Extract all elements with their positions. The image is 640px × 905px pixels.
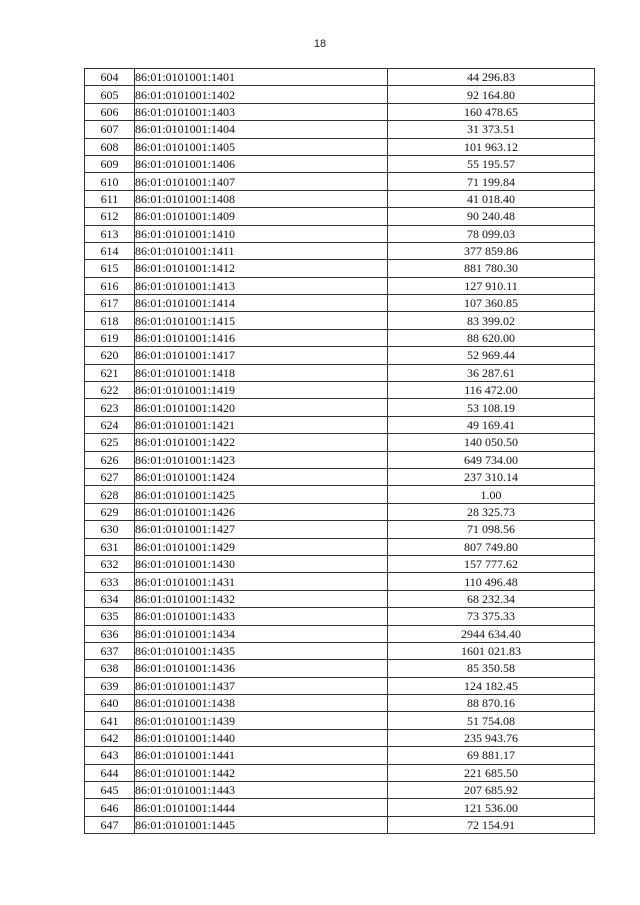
cadastral-number-cell: 86:01:0101001:1440 [135,729,388,746]
row-number-cell: 630 [85,521,135,538]
value-cell: 807 749.80 [388,538,595,555]
row-number-cell: 636 [85,625,135,642]
value-cell: 160 478.65 [388,103,595,120]
table-row [85,782,595,799]
cadastral-number-cell: 86:01:0101001:1426 [135,503,388,520]
row-number-cell: 608 [85,138,135,155]
cadastral-number-cell: 86:01:0101001:1438 [135,695,388,712]
cadastral-number-cell: 86:01:0101001:1404 [135,121,388,138]
value-cell: 36 287.61 [388,364,595,381]
value-cell: 83 399.02 [388,312,595,329]
table-row [85,642,595,659]
value-cell: 124 182.45 [388,677,595,694]
table-row [85,208,595,225]
value-cell: 31 373.51 [388,121,595,138]
table-row [85,86,595,103]
value-cell: 110 496.48 [388,573,595,590]
cadastral-number-cell: 86:01:0101001:1436 [135,660,388,677]
row-number-cell: 638 [85,660,135,677]
value-cell: 221 685.50 [388,764,595,781]
table-row [85,816,595,833]
value-cell: 71 098.56 [388,521,595,538]
row-number-cell: 627 [85,468,135,485]
table-row [85,451,595,468]
row-number-cell: 615 [85,260,135,277]
row-number-cell: 643 [85,747,135,764]
value-cell: 72 154.91 [388,816,595,833]
value-cell: 71 199.84 [388,173,595,190]
cadastral-number-cell: 86:01:0101001:1419 [135,382,388,399]
value-cell: 52 969.44 [388,347,595,364]
cadastral-number-cell: 86:01:0101001:1439 [135,712,388,729]
table-row [85,173,595,190]
cadastral-number-cell: 86:01:0101001:1425 [135,486,388,503]
cadastral-number-cell: 86:01:0101001:1415 [135,312,388,329]
row-number-cell: 619 [85,329,135,346]
row-number-cell: 605 [85,86,135,103]
table-row [85,225,595,242]
value-cell: 92 164.80 [388,86,595,103]
cadastral-number-cell: 86:01:0101001:1422 [135,434,388,451]
table-row [85,242,595,259]
cadastral-number-cell: 86:01:0101001:1435 [135,642,388,659]
row-number-cell: 644 [85,764,135,781]
value-cell: 85 350.58 [388,660,595,677]
row-number-cell: 614 [85,242,135,259]
cadastral-number-cell: 86:01:0101001:1418 [135,364,388,381]
row-number-cell: 633 [85,573,135,590]
value-cell: 377 859.86 [388,242,595,259]
table-row [85,190,595,207]
cadastral-number-cell: 86:01:0101001:1405 [135,138,388,155]
row-number-cell: 640 [85,695,135,712]
cadastral-number-cell: 86:01:0101001:1409 [135,208,388,225]
table-row [85,503,595,520]
cadastral-number-cell: 86:01:0101001:1414 [135,295,388,312]
table-row [85,486,595,503]
table-row [85,347,595,364]
table-row [85,364,595,381]
table-row [85,434,595,451]
table-row [85,608,595,625]
row-number-cell: 604 [85,69,135,86]
row-number-cell: 621 [85,364,135,381]
row-number-cell: 623 [85,399,135,416]
cadastral-number-cell: 86:01:0101001:1413 [135,277,388,294]
row-number-cell: 629 [85,503,135,520]
cadastral-number-cell: 86:01:0101001:1403 [135,103,388,120]
cadastral-number-cell: 86:01:0101001:1433 [135,608,388,625]
row-number-cell: 624 [85,416,135,433]
cadastral-number-cell: 86:01:0101001:1408 [135,190,388,207]
row-number-cell: 613 [85,225,135,242]
table-row [85,138,595,155]
page-number: 18 [313,38,327,50]
value-cell: 140 050.50 [388,434,595,451]
value-cell: 53 108.19 [388,399,595,416]
value-cell: 649 734.00 [388,451,595,468]
row-number-cell: 631 [85,538,135,555]
table-row [85,521,595,538]
cadastral-number-cell: 86:01:0101001:1445 [135,816,388,833]
value-cell: 78 099.03 [388,225,595,242]
cadastral-number-cell: 86:01:0101001:1402 [135,86,388,103]
table-row [85,729,595,746]
table-row [85,121,595,138]
table-row [85,799,595,816]
row-number-cell: 632 [85,555,135,572]
value-cell: 121 536.00 [388,799,595,816]
value-cell: 237 310.14 [388,468,595,485]
value-cell: 157 777.62 [388,555,595,572]
cadastral-number-cell: 86:01:0101001:1431 [135,573,388,590]
row-number-cell: 617 [85,295,135,312]
table-row [85,747,595,764]
row-number-cell: 642 [85,729,135,746]
row-number-cell: 609 [85,155,135,172]
cadastral-number-cell: 86:01:0101001:1407 [135,173,388,190]
row-number-cell: 626 [85,451,135,468]
cadastral-number-cell: 86:01:0101001:1437 [135,677,388,694]
cadastral-number-cell: 86:01:0101001:1411 [135,242,388,259]
table-row [85,573,595,590]
table-row [85,329,595,346]
row-number-cell: 612 [85,208,135,225]
value-cell: 116 472.00 [388,382,595,399]
row-number-cell: 606 [85,103,135,120]
row-number-cell: 628 [85,486,135,503]
value-cell: 88 870.16 [388,695,595,712]
cadastral-value-table [84,68,595,834]
value-cell: 88 620.00 [388,329,595,346]
cadastral-number-cell: 86:01:0101001:1416 [135,329,388,346]
cadastral-number-cell: 86:01:0101001:1423 [135,451,388,468]
value-cell: 107 360.85 [388,295,595,312]
value-cell: 55 195.57 [388,155,595,172]
row-number-cell: 646 [85,799,135,816]
row-number-cell: 647 [85,816,135,833]
row-number-cell: 641 [85,712,135,729]
table-row [85,277,595,294]
value-cell: 127 910.11 [388,277,595,294]
table-row [85,712,595,729]
row-number-cell: 620 [85,347,135,364]
cadastral-number-cell: 86:01:0101001:1410 [135,225,388,242]
table-row [85,660,595,677]
table-row [85,103,595,120]
table-body [85,69,595,834]
table-row [85,590,595,607]
table-row [85,295,595,312]
row-number-cell: 637 [85,642,135,659]
cadastral-number-cell: 86:01:0101001:1412 [135,260,388,277]
row-number-cell: 610 [85,173,135,190]
table-row [85,555,595,572]
value-cell: 881 780.30 [388,260,595,277]
row-number-cell: 639 [85,677,135,694]
cadastral-number-cell: 86:01:0101001:1442 [135,764,388,781]
value-cell: 235 943.76 [388,729,595,746]
cadastral-number-cell: 86:01:0101001:1420 [135,399,388,416]
value-cell: 44 296.83 [388,69,595,86]
value-cell: 51 754.08 [388,712,595,729]
table-row [85,764,595,781]
table-row [85,382,595,399]
value-cell: 207 685.92 [388,782,595,799]
table-row [85,468,595,485]
cadastral-number-cell: 86:01:0101001:1441 [135,747,388,764]
value-cell: 73 375.33 [388,608,595,625]
row-number-cell: 635 [85,608,135,625]
value-cell: 69 881.17 [388,747,595,764]
row-number-cell: 634 [85,590,135,607]
table-row [85,625,595,642]
cadastral-number-cell: 86:01:0101001:1421 [135,416,388,433]
value-cell: 101 963.12 [388,138,595,155]
cadastral-number-cell: 86:01:0101001:1429 [135,538,388,555]
cadastral-number-cell: 86:01:0101001:1424 [135,468,388,485]
row-number-cell: 607 [85,121,135,138]
value-cell: 90 240.48 [388,208,595,225]
row-number-cell: 625 [85,434,135,451]
cadastral-number-cell: 86:01:0101001:1444 [135,799,388,816]
cadastral-number-cell: 86:01:0101001:1427 [135,521,388,538]
value-cell: 1601 021.83 [388,642,595,659]
table-row [85,695,595,712]
value-cell: 41 018.40 [388,190,595,207]
row-number-cell: 616 [85,277,135,294]
table-row [85,260,595,277]
table-row [85,538,595,555]
value-cell: 49 169.41 [388,416,595,433]
cadastral-number-cell: 86:01:0101001:1430 [135,555,388,572]
cadastral-number-cell: 86:01:0101001:1401 [135,69,388,86]
cadastral-number-cell: 86:01:0101001:1432 [135,590,388,607]
value-cell: 28 325.73 [388,503,595,520]
cadastral-number-cell: 86:01:0101001:1417 [135,347,388,364]
row-number-cell: 611 [85,190,135,207]
value-cell: 2944 634.40 [388,625,595,642]
row-number-cell: 645 [85,782,135,799]
table-row [85,69,595,86]
row-number-cell: 618 [85,312,135,329]
value-cell: 68 232.34 [388,590,595,607]
table-row [85,416,595,433]
value-cell: 1.00 [388,486,595,503]
table-row [85,677,595,694]
row-number-cell: 622 [85,382,135,399]
table-row [85,312,595,329]
table-row [85,399,595,416]
cadastral-number-cell: 86:01:0101001:1443 [135,782,388,799]
cadastral-number-cell: 86:01:0101001:1434 [135,625,388,642]
table-row [85,155,595,172]
cadastral-number-cell: 86:01:0101001:1406 [135,155,388,172]
